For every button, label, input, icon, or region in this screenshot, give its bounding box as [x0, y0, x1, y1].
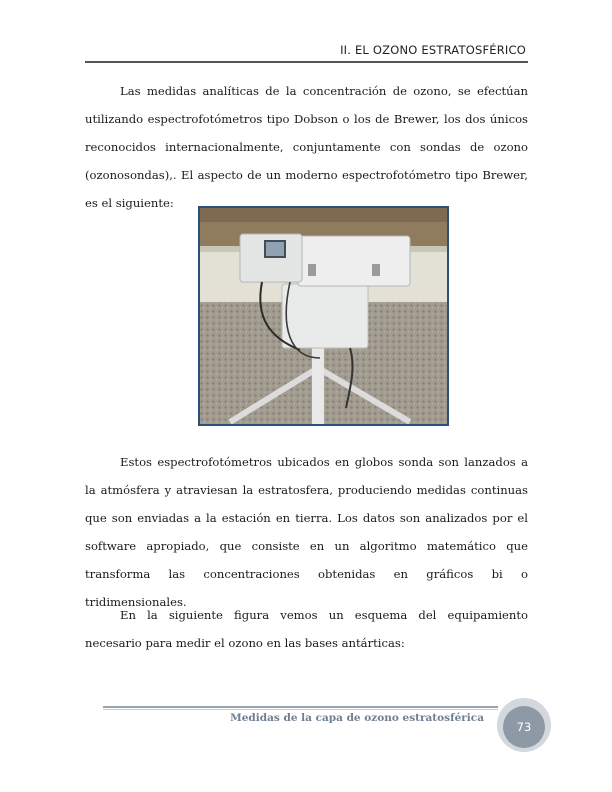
photo-illustration — [200, 208, 447, 424]
brewer-spectrophotometer-photo — [198, 206, 449, 426]
header-rule — [85, 61, 528, 63]
footer-rule — [103, 706, 498, 708]
paragraph-3-text: En la siguiente figura vemos un esquema del equipamiento necesario para medir el ozono en las bases antárticas: — [85, 608, 528, 650]
page-number: 73 — [503, 706, 545, 748]
paragraph-2-text: Estos espectrofotómetros ubicados en globos sonda son lanzados a la atmósfera y atraviesan la estratosfera, produciendo medidas continuas que son enviadas a la estación en tierra. Los datos son analizados por el software apropiado, que consiste en un algoritmo matemático que transforma las concentraciones obtenidas en gráficos bi o tridimensionales. — [85, 455, 528, 609]
paragraph-3 — [85, 601, 528, 657]
paragraph-1 — [85, 77, 528, 217]
footer-rule-secondary — [103, 709, 498, 710]
running-header: II. EL OZONO ESTRATOSFÉRICO — [340, 43, 526, 57]
paragraph-2 — [85, 448, 528, 616]
paragraph-1-text: Las medidas analíticas de la concentración de ozono, se efectúan utilizando espectrofotómetros tipo Dobson o los de Brewer, los dos únicos reconocidos internacionalmente, conjuntamente con sondas de ozono (ozonosondas),. El aspecto de un moderno espectrofotómetro tipo Brewer, es el siguiente: — [85, 84, 528, 210]
running-footer: Medidas de la capa de ozono estratosférica — [230, 712, 484, 724]
